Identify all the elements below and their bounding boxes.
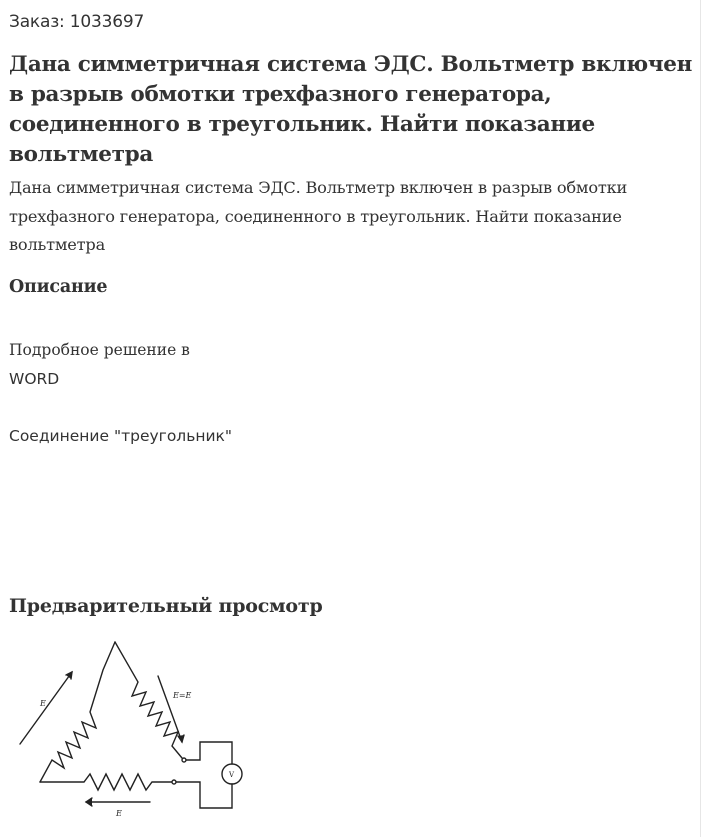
- preview-heading: Предварительный просмотр: [9, 595, 323, 617]
- description-line-2: WORD: [9, 370, 60, 388]
- voltmeter-wire-top: [186, 742, 232, 764]
- right-winding: [115, 642, 182, 758]
- left-winding: [40, 642, 115, 782]
- description-line-1: Подробное решение в: [9, 341, 190, 359]
- delta-circuit-diagram: [0, 632, 280, 832]
- bottom-winding: [40, 774, 172, 790]
- arrow-right: [158, 676, 182, 742]
- order-number: Заказ: 1033697: [9, 12, 145, 32]
- emf-label-left: E: [40, 699, 46, 708]
- voltmeter-label: V: [229, 771, 235, 779]
- voltmeter-wire-bottom: [176, 782, 232, 808]
- description-text: [9, 336, 269, 394]
- description-note: Соединение "треугольник": [9, 427, 233, 445]
- preview-image: [0, 632, 280, 832]
- arrow-left: [20, 672, 72, 744]
- emf-label-bottom: E: [116, 809, 122, 818]
- description-heading: Описание: [9, 277, 108, 297]
- page-title: Дана симметричная система ЭДС. Вольтметр включен в разрыв обмотки трехфазного генератора, соединенного в треугольник. Найти показание вольтметра: [9, 52, 693, 167]
- emf-label-right: E=E: [173, 691, 192, 700]
- lead-paragraph: Дана симметричная система ЭДС. Вольтметр включен в разрыв обмотки трехфазного генератора, соединенного в треугольник. Найти показание вольтметра: [9, 178, 628, 254]
